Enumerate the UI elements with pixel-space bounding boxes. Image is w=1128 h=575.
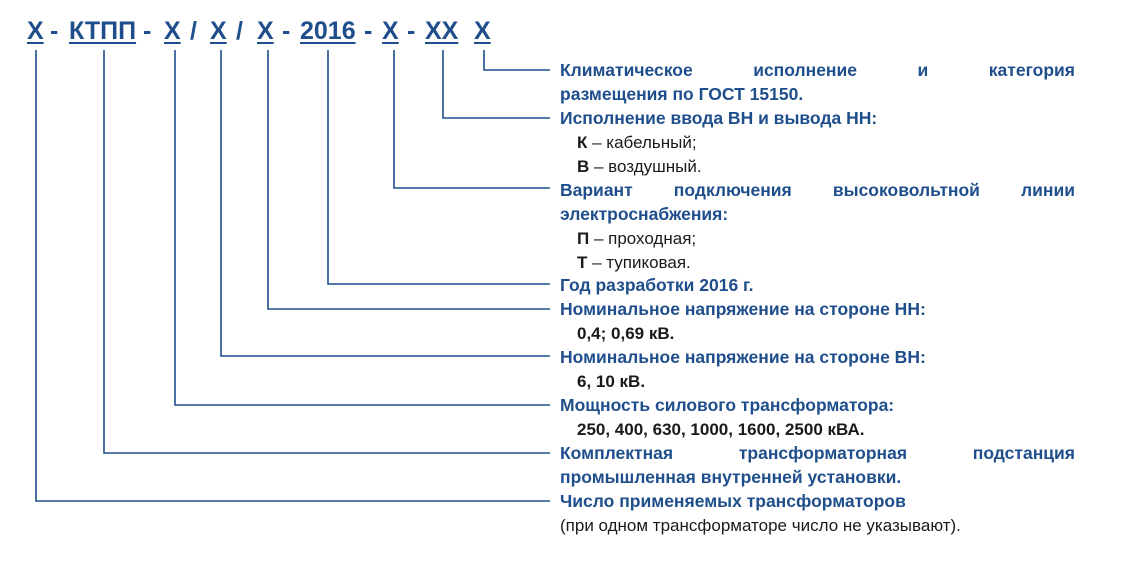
ktpp-line1: Комплектная трансформаторная подстанция — [560, 443, 1075, 463]
option-key: В — [577, 157, 590, 176]
option-text: – воздушный. — [589, 157, 702, 176]
code-segment-ktpp: КТПП — [69, 17, 137, 45]
lv-title: Номинальное напряжение на стороне НН: — [560, 299, 926, 319]
climate-line2: размещения по ГОСТ 15150. — [560, 84, 804, 104]
code-segment-lv: Х — [257, 17, 274, 45]
leader-ktpp — [104, 50, 550, 453]
code-separator: - — [364, 17, 373, 45]
leader-power — [175, 50, 550, 405]
option-key: П — [577, 229, 590, 248]
code-segment-climate: Х — [474, 17, 491, 45]
connection-option-through — [577, 227, 696, 251]
connection-line2: электроснабжения: — [560, 204, 729, 224]
input-option-air — [577, 155, 702, 179]
leader-climate — [484, 50, 550, 70]
power-value: 250, 400, 630, 1000, 1600, 2500 кВА. — [577, 420, 865, 439]
input-title: Исполнение ввода ВН и вывода НН: — [560, 108, 878, 128]
ktpp-line2: промышленная внутренней установки. — [560, 467, 902, 487]
count-title: Число применяемых трансформаторов — [560, 491, 906, 511]
code-separator: - — [282, 17, 291, 45]
option-text: – проходная; — [589, 229, 697, 248]
input-option-cable — [577, 131, 697, 155]
year-title: Год разработки 2016 г. — [560, 275, 754, 295]
option-key: Т — [577, 253, 588, 272]
lv-value: 0,4; 0,69 кВ. — [577, 324, 675, 343]
count-note: (при одном трансформаторе число не указывают). — [560, 516, 961, 535]
code-segment-power: Х — [164, 17, 181, 45]
option-text: – тупиковая. — [587, 253, 691, 272]
code-segment-hv: Х — [210, 17, 227, 45]
code-separator: - — [407, 17, 416, 45]
code-separator: / — [190, 17, 197, 45]
hv-title: Номинальное напряжение на стороне ВН: — [560, 347, 926, 367]
code-segment-year: 2016 — [300, 17, 356, 45]
leader-input — [443, 50, 550, 118]
code-separator: - — [143, 17, 152, 45]
connection-option-deadend — [577, 251, 691, 275]
code-segment-connection: Х — [382, 17, 399, 45]
option-key: К — [577, 133, 588, 152]
climate-line1: Климатическое исполнение и категория — [560, 60, 1075, 80]
option-text: – кабельный; — [587, 133, 697, 152]
code-separator: - — [50, 17, 59, 45]
code-segment-count: Х — [27, 17, 44, 45]
code-segment-input: ХХ — [425, 17, 459, 45]
leader-year — [328, 50, 550, 284]
code-separator: / — [236, 17, 243, 45]
leader-lv — [268, 50, 550, 309]
power-title: Мощность силового трансформатора: — [560, 395, 895, 415]
connection-line1: Вариант подключения высоковольтной линии — [560, 180, 1075, 200]
leader-hv — [221, 50, 550, 356]
hv-value: 6, 10 кВ. — [577, 372, 646, 391]
